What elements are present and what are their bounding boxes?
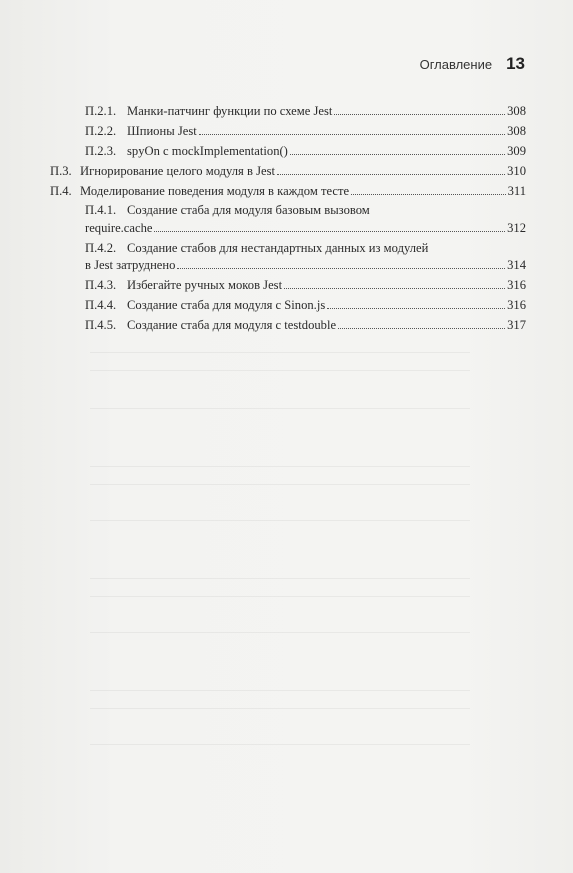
toc-entry-title: Создание стаба для модуля базовым вызовом <box>127 203 370 218</box>
toc-entry-page: 316 <box>507 278 526 293</box>
show-through-line <box>90 484 470 485</box>
toc-entry-number: П.2.1. <box>85 104 117 118</box>
show-through-line <box>90 690 470 691</box>
toc-entry <box>50 143 526 161</box>
toc-entry-page: 314 <box>507 258 526 273</box>
running-head-title: Оглавление <box>419 57 493 72</box>
toc-entry-title: Создание стаба для модуля с Sinon.js <box>127 298 326 313</box>
toc-entry-number: П.4. <box>50 183 72 198</box>
toc-entry-title: Создание стабов для нестандартных данных из модулей <box>127 240 429 255</box>
show-through-line <box>90 632 470 633</box>
toc-entry-title: Игнорирование целого модуля в Jest <box>80 163 275 178</box>
leader-dots <box>290 153 505 155</box>
show-through-line <box>90 352 470 353</box>
toc-entry <box>50 240 526 275</box>
toc-entry-page: 312 <box>507 220 526 235</box>
toc-entry-title-continued: require.cache <box>85 220 153 235</box>
page-number: 13 <box>506 54 525 73</box>
show-through-line <box>90 708 470 709</box>
toc-entry <box>50 123 526 141</box>
show-through-line <box>90 578 470 579</box>
show-through-line <box>90 520 470 521</box>
table-of-contents <box>50 103 526 337</box>
running-head <box>420 54 525 74</box>
leader-dots <box>177 267 505 269</box>
toc-entry-title: Создание стаба для модуля с testdouble <box>127 318 337 333</box>
toc-entry <box>50 103 526 121</box>
toc-entry-title-continued: в Jest затруднено <box>85 258 176 273</box>
leader-dots <box>334 113 505 115</box>
leader-dots <box>327 307 505 309</box>
toc-entry-page: 317 <box>507 318 526 333</box>
toc-entry <box>50 202 526 237</box>
toc-entry <box>50 183 526 201</box>
toc-entry-title: Шпионы Jest <box>127 123 197 138</box>
toc-entry-number: П.4.4. <box>85 298 117 313</box>
toc-entry-number: П.3. <box>50 163 72 178</box>
leader-dots <box>284 287 505 289</box>
toc-entry-page: 310 <box>507 163 526 178</box>
show-through-line <box>90 744 470 745</box>
toc-entry-page: 311 <box>507 183 526 198</box>
toc-entry-page: 316 <box>507 298 526 313</box>
toc-entry <box>50 277 526 295</box>
leader-dots <box>338 327 505 329</box>
show-through-line <box>90 596 470 597</box>
toc-entry-page: 308 <box>507 123 526 138</box>
toc-entry-number: П.2.3. <box>85 143 117 158</box>
toc-entry-title: Избегайте ручных моков Jest <box>127 278 283 293</box>
leader-dots <box>154 230 505 232</box>
toc-entry-number: П.4.5. <box>85 318 117 333</box>
leader-dots <box>199 133 505 135</box>
show-through-line <box>90 466 470 467</box>
toc-entry <box>50 317 526 335</box>
toc-entry-page: 308 <box>507 104 526 118</box>
toc-entry-number: П.2.2. <box>85 123 117 138</box>
toc-entry-number: П.4.1. <box>85 203 117 218</box>
show-through-line <box>90 408 470 409</box>
toc-entry <box>50 163 526 181</box>
leader-dots <box>277 173 505 175</box>
toc-entry <box>50 297 526 315</box>
toc-entry-number: П.4.3. <box>85 278 117 293</box>
toc-entry-title: spyOn с mockImplementation() <box>127 143 288 158</box>
toc-entry-page: 309 <box>507 143 526 158</box>
toc-entry-title: Моделирование поведения модуля в каждом тесте <box>80 183 350 198</box>
toc-entry-title: Манки-патчинг функции по схеме Jest <box>127 104 333 118</box>
toc-entry-number: П.4.2. <box>85 240 117 255</box>
leader-dots <box>351 193 506 195</box>
show-through-line <box>90 370 470 371</box>
